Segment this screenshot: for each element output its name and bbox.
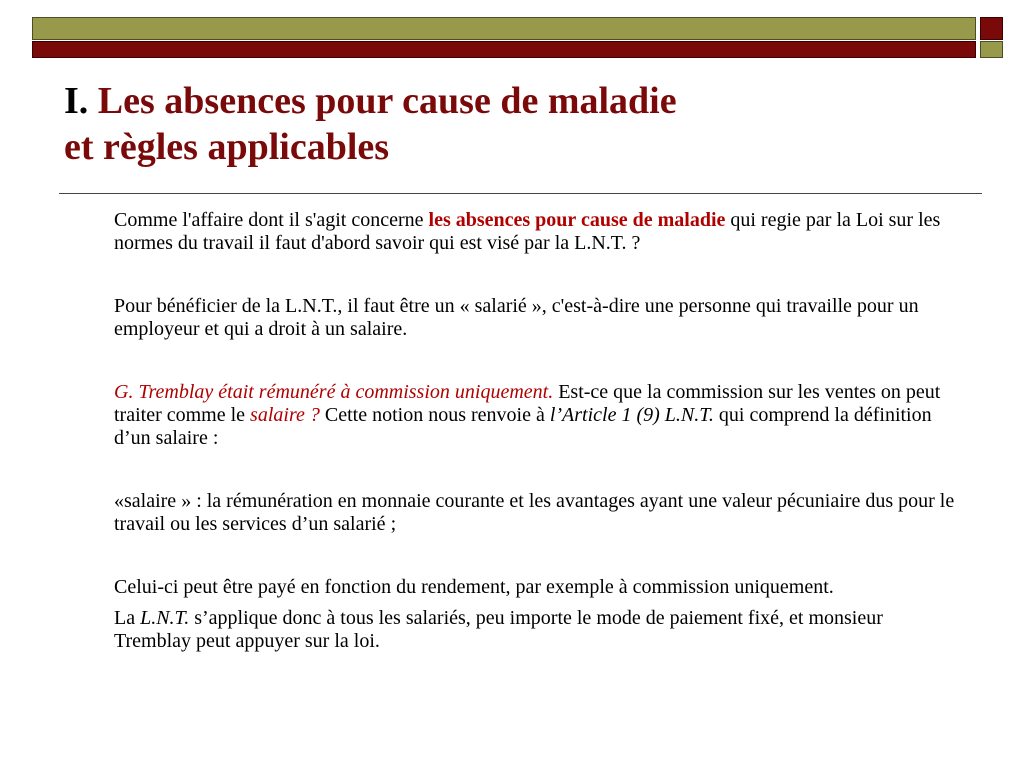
- p6-lnt: L.N.T.: [140, 607, 190, 629]
- paragraph-6: [114, 607, 959, 653]
- p3-salaire: salaire ?: [250, 404, 320, 426]
- paragraph-3: [114, 381, 959, 450]
- paragraph-1: [114, 209, 959, 255]
- p3-mid-1: Est-ce que la commission sur les ventes on peut traiter comme le: [114, 381, 941, 426]
- p6-after: s’applique donc à tous les salariés, peu importe le mode de paiement fixé, et monsieur Tremblay peut appuyer sur la loi.: [114, 607, 883, 652]
- title-line-1: Les absences pour cause de maladie: [97, 80, 677, 122]
- p6-before: La: [114, 607, 141, 629]
- paragraph-5: [114, 576, 959, 599]
- p1-highlight: les absences pour cause de maladie: [428, 209, 726, 231]
- paragraph-2: [114, 295, 959, 341]
- p3-mid-2: Cette notion nous renvoie à: [319, 404, 550, 426]
- p3-end: qui comprend la définition d’un salaire :: [114, 404, 932, 449]
- title-number: I.: [64, 80, 89, 122]
- p3-italic-red: G. Tremblay était rémunéré à commission uniquement.: [114, 381, 554, 403]
- slide-body: [114, 209, 959, 653]
- header-square-maroon: [980, 17, 1003, 40]
- p4-text: «salaire » : la rémunération en monnaie courante et les avantages ayant une valeur pécuniaire dus pour le travail ou les services d’un salarié ;: [114, 490, 955, 535]
- p1-text-before: Comme l'affaire dont il s'agit concerne: [114, 209, 429, 231]
- title-line-2: et règles applicables: [64, 126, 390, 168]
- p2-text: Pour bénéficier de la L.N.T., il faut être un « salarié », c'est-à-dire une personne qui travaille pour un employeur et qui a droit à un salaire.: [114, 295, 919, 340]
- title-divider: [59, 193, 982, 194]
- p1-text-after: qui regie par la Loi sur les normes du travail il faut d'abord savoir qui est visé par la L.N.T. ?: [114, 209, 941, 254]
- header-bar-maroon: [32, 41, 976, 58]
- p3-article: l’Article 1 (9) L.N.T.: [549, 404, 714, 426]
- paragraph-4: [114, 490, 959, 536]
- p5-text: Celui-ci peut être payé en fonction du rendement, par exemple à commission uniquement.: [114, 576, 834, 598]
- header-bar-olive: [32, 17, 976, 40]
- slide-title: [64, 78, 964, 170]
- header-square-olive: [980, 41, 1003, 58]
